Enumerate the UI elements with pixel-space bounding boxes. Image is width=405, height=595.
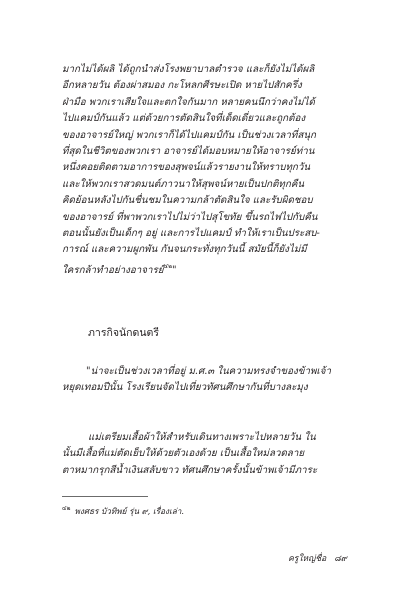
text-line: ที่สุดในชีวิตของพวกเรา อาจารย์ได้มอบหมายให้อาจารย์ท่าน (62, 146, 315, 158)
body-paragraph (62, 430, 349, 479)
page-number: ๘๙ (334, 554, 347, 564)
text-line: มากไม่ได้ผลิ ได้ถูกนำส่งโรงพยาบาลตำรวจ และก็ยังไม่ได้ผลิ (62, 64, 315, 75)
text-line-last (62, 259, 349, 279)
text-line-content: ใครกล้าทำอย่างอาจารย์ (62, 264, 164, 276)
footnote-marker: ๔๒ (62, 505, 71, 512)
page-folio (288, 551, 347, 565)
text-line: แม่เตรียมเสื้อผ้าให้สำหรับเดินทางเพราะไปหลายวัน ใน (88, 432, 316, 443)
text-line: ตาหมากรุกสีน้ำเงินสลับขาว ทัศนศึกษาครั้งนั้นข้าพเจ้ามีภาระ (62, 464, 318, 476)
text-line: อีกหลายวัน ต้องผ่าสมอง กะโหลกศีรษะเปิด หายไปสักครึ่ง (62, 80, 302, 92)
text-line: หนึ่งคอยติดตามอาการของสุพจน์แล้วรายงานให้ทราบทุกวัน (62, 162, 311, 174)
text-line: ไปแคมป์กันแล้ว แต่ด้วยการตัดสินใจที่เด็ดเดี่ยวและถูกต้อง (62, 113, 306, 125)
running-title: ครูใหญ่ชื่อ (288, 554, 327, 564)
body-paragraph (62, 364, 349, 397)
footnote-text: พงศธร บัวทิพย์ รุ่น ๙, เรื่องเล่า. (74, 506, 185, 516)
footnote-divider (62, 496, 148, 497)
footnote (62, 503, 184, 518)
text-line: การณ์ และความผูกพัน กันจนกระทั่งทุกวันนี้ สมัยนี้ก็ยังไม่มี (62, 244, 307, 256)
text-line: และให้พวกเราสวดมนต์ภาวนาให้สุพจน์หายเป็นปกติทุกคืน (62, 178, 305, 190)
text-line: หยุดเทอมปีนั้น โรงเรียนจัดไปเที่ยวทัศนศึกษากันที่บางละมุง (62, 382, 308, 394)
text-line: นั้นมีเสื้อที่แม่ตัดเย็บให้ด้วยตัวเองด้วย เป็นเสื้อใหม่ลวดลาย (62, 448, 305, 460)
text-line: คิดย้อนหลังไปกันชื่นชมในความกล้าตัดสินใจ และรับผิดชอบ (62, 195, 313, 207)
closing-quote: " (172, 264, 177, 276)
text-line: ของอาจารย์ใหญ่ พวกเราก็ได้ไปแคมป์กัน เป็นช่วงเวลาที่สนุก (62, 129, 316, 141)
text-line: ฝ่ามือ พวกเราเสียใจและตกใจกันมาก หลายคนนึกว่าคงไม่ได้ (62, 96, 315, 108)
section-heading: ภารกิจนักดนตรี (88, 327, 159, 339)
text-line: ตอนนั้นยังเป็นเด็กๆ อยู่ และการไปแคมป์ ทำให้เราเป็นประสบ- (62, 228, 320, 240)
body-paragraph (62, 62, 349, 279)
footnote-reference[interactable]: ๔๒ (163, 262, 173, 270)
text-line: "น่าจะเป็นช่วงเวลาที่อยู่ ม.ศ.๓ ในความทรงจำของข้าพเจ้า (86, 366, 332, 377)
text-line: ของอาจารย์ ที่พาพวกเราไปไม่ว่าไปสุโขทัย ขึ้นรถไฟไปกับคืน (62, 211, 318, 223)
